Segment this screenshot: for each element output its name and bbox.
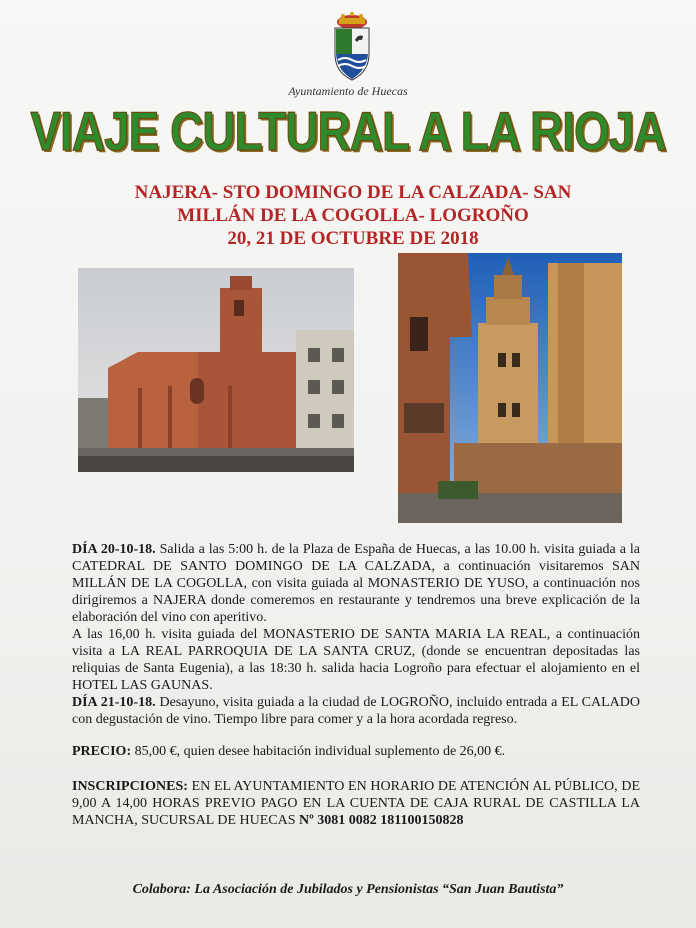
poster-title: VIAJE CULTURAL A LA RIOJA [30,100,666,162]
photo-najera-monastery [78,268,354,472]
registration-label: INSCRIPCIONES: [72,779,188,794]
trip-dates: 20, 21 DE OCTUBRE DE 2018 [227,228,479,249]
day1-paragraph [72,541,640,626]
route-line-2: MILLÁN DE LA COGOLLA- LOGROÑO [177,205,529,226]
route-subtitle [40,181,666,250]
price-label: PRECIO: [72,744,132,759]
day2-label: DÍA 21-10-18. [72,695,156,710]
collaborator-footer: Colabora: La Asociación de Jubilados y Pensionistas “San Juan Bautista” [132,882,564,897]
municipal-crest-icon [331,10,373,82]
trip-details [72,541,640,829]
bank-account: Nº 3081 0082 181100150828 [299,813,464,828]
route-line-1: NAJERA- STO DOMINGO DE LA CALZADA- SAN [134,182,572,203]
day1-afternoon-paragraph: A las 16,00 h. visita guiada del MONASTERIO DE SANTA MARIA LA REAL, a continuación visita a LA REAL PARROQUIA DE LA SANTA CRUZ, (donde se encuentran depositadas las reliquias de Santa Eugenia), a las 18:30 h. salida hacia Logroño para efectuar el alojamiento en el HOTEL LAS GAUNAS. [72,627,640,693]
day1-label: DÍA 20-10-18. [72,542,156,557]
photo-santo-domingo-tower [398,253,622,523]
municipality-name: Ayuntamiento de Huecas [288,84,408,98]
registration-text: EN EL AYUNTAMIENTO EN HORARIO DE ATENCIÓN AL PÚBLICO, DE 9,00 A 14,00 HORAS PREVIO PAGO EN LA CUENTA DE CAJA RURAL DE CASTILLA LA MANCHA, SUCURSAL DE HUECAS [72,779,640,828]
day2-paragraph [72,694,640,728]
registration-paragraph [72,778,640,829]
price-paragraph [72,743,640,760]
price-text: 85,00 €, quien desee habitación individual suplemento de 26,00 €. [131,744,506,759]
day2-text: Desayuno, visita guiada a la ciudad de LOGROÑO, incluido entrada a EL CALADO con degustación de vino. Tiempo libre para comer y a la hora acordada regreso. [72,695,640,727]
day1-text: Salida a las 5:00 h. de la Plaza de España de Huecas, a las 10.00 h. visita guiada a la CATEDRAL DE SANTO DOMINGO DE LA CALZADA, a continuación visitaremos SAN MILLÁN DE LA COGOLLA, con visita guiada al MONASTERIO DE YUSO, a continuación nos dirigiremos a NAJERA donde comeremos en restaurante y tendremos una breve explicación de la elaboración del vino con aperitivo. [72,542,640,625]
